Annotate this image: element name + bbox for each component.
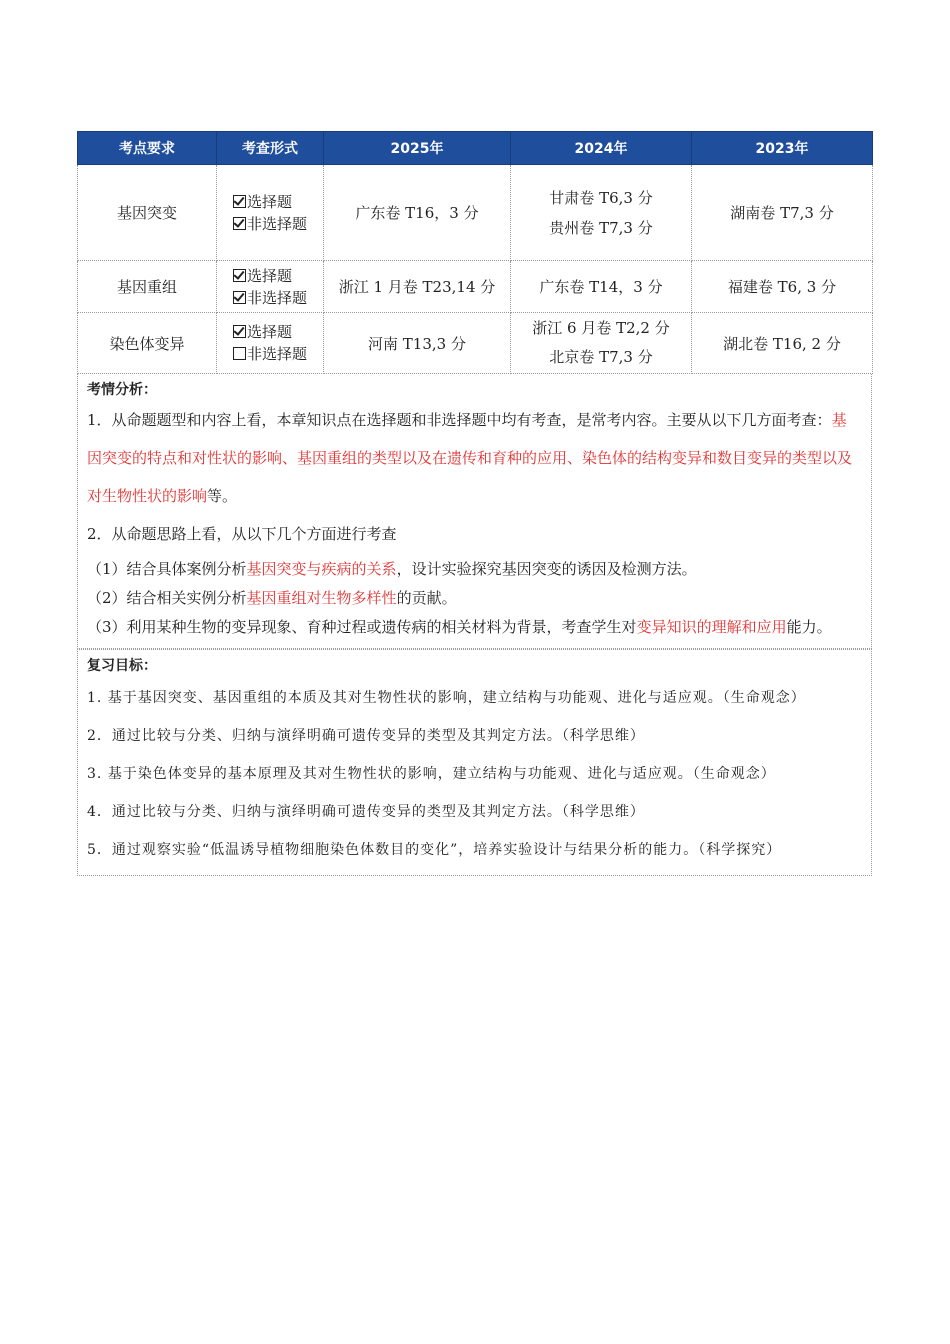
option-label: 选择题 — [246, 323, 292, 341]
analysis-sub-item — [87, 613, 861, 642]
check-box-icon — [233, 269, 246, 282]
goal-item: 2．通过比较与分类、归纳与演绎明确可遗传变异的类型及其判定方法。（科学思维） — [87, 728, 645, 744]
form-cell — [217, 313, 324, 374]
analysis-paragraph: 2．从命题思路上看，从以下几个方面进行考查 — [87, 525, 397, 543]
goal-item: 4．通过比较与分类、归纳与演绎明确可遗传变异的类型及其判定方法。（科学思维） — [87, 804, 645, 820]
document-body — [77, 131, 872, 876]
table-row — [78, 261, 873, 313]
check-box-icon — [233, 195, 246, 208]
option-label: 非选择题 — [246, 214, 307, 233]
analysis-text: 1．从命题题型和内容上看，本章知识点在选择题和非选择题中均有考查，是常考内容。主要从以下几方面考查： — [87, 411, 832, 429]
form-cell — [217, 165, 324, 261]
option-label: 非选择题 — [246, 345, 307, 363]
check-box-icon — [233, 291, 246, 304]
exam-ref: 湖南卷 T7,3 分 — [730, 203, 834, 222]
year-2024-cell — [511, 261, 692, 313]
year-2025-cell — [324, 261, 511, 313]
year-2025-cell — [324, 165, 511, 261]
year-2025-cell — [324, 313, 511, 374]
exam-ref: 甘肃卷 T6,3 分 — [549, 188, 653, 207]
year-2024-cell — [511, 165, 692, 261]
header-2024: 2024年 — [511, 132, 692, 165]
table-row — [78, 165, 873, 261]
goal-item: 3. 基于染色体变异的基本原理及其对生物性状的影响，建立结构与功能观、进化与适应观。（生命观念） — [87, 766, 776, 782]
topic-cell: 基因重组 — [78, 261, 217, 313]
table-row — [78, 313, 873, 374]
year-2023-cell — [692, 165, 873, 261]
highlight-text: 变异知识的理解和应用 — [636, 618, 787, 636]
analysis-text: （1）结合具体案例分析 — [87, 560, 247, 578]
exam-ref: 北京卷 T7,3 分 — [549, 348, 653, 366]
year-2023-cell — [692, 261, 873, 313]
analysis-text: 能力。 — [786, 618, 832, 636]
header-form: 考查形式 — [217, 132, 324, 165]
header-2023: 2023年 — [692, 132, 873, 165]
topic-cell: 染色体变异 — [78, 313, 217, 374]
highlight-text: 基因突变与疾病的关系 — [246, 560, 397, 578]
analysis-heading: 考情分析： — [87, 382, 157, 398]
goal-item: 5．通过观察实验“低温诱导植物细胞染色体数目的变化”，培养实验设计与结果分析的能力。（科学探究） — [87, 842, 782, 858]
option-label: 非选择题 — [246, 288, 307, 307]
option-label: 选择题 — [246, 192, 292, 211]
exam-ref: 浙江 6 月卷 T2,2 分 — [532, 319, 670, 337]
year-2024-cell — [511, 313, 692, 374]
year-2023-cell — [692, 313, 873, 374]
topic-cell: 基因突变 — [78, 165, 217, 261]
analysis-paragraph — [87, 401, 861, 515]
exam-table — [77, 131, 873, 374]
analysis-text: 的贡献。 — [396, 589, 457, 607]
goals-heading: 复习目标： — [87, 658, 157, 674]
exam-ref: 河南 T13,3 分 — [368, 334, 466, 353]
exam-ref: 福建卷 T6, 3 分 — [727, 278, 837, 296]
exam-ref: 广东卷 T14，3 分 — [539, 278, 663, 296]
check-box-icon — [233, 347, 246, 360]
check-box-icon — [233, 217, 246, 230]
analysis-sub-item — [87, 584, 861, 613]
analysis-sub-item — [87, 555, 861, 584]
exam-ref: 湖北卷 T16, 2 分 — [723, 334, 841, 353]
header-topic: 考点要求 — [78, 132, 217, 165]
goal-item: 1. 基于基因突变、基因重组的本质及其对生物性状的影响，建立结构与功能观、进化与适应观。（生命观念） — [87, 690, 806, 706]
review-goals-section — [77, 649, 872, 876]
analysis-text: （2）结合相关实例分析 — [87, 589, 247, 607]
option-label: 选择题 — [246, 266, 292, 285]
table-header-row — [78, 132, 873, 165]
highlight-text: 基因重组对生物多样性 — [246, 589, 397, 607]
analysis-section — [77, 374, 872, 649]
analysis-text: ，设计实验探究基因突变的诱因及检测方法。 — [396, 560, 697, 578]
exam-ref: 浙江 1 月卷 T23,14 分 — [338, 278, 496, 296]
check-box-icon — [233, 325, 246, 338]
highlight-text: 基因突变的特点和对性状的影响、基因重组的类型以及在遗传和育种的应用、染色体的结构变异和数目变异的类型以及对生物性状的影响 — [87, 411, 853, 505]
analysis-text: 等。 — [207, 487, 238, 505]
exam-ref: 贵州卷 T7,3 分 — [549, 218, 653, 237]
exam-ref: 广东卷 T16，3 分 — [355, 203, 479, 222]
analysis-text: （3）利用某种生物的变异现象、育种过程或遗传病的相关材料为背景，考查学生对 — [87, 618, 637, 636]
header-2025: 2025年 — [324, 132, 511, 165]
form-cell — [217, 261, 324, 313]
